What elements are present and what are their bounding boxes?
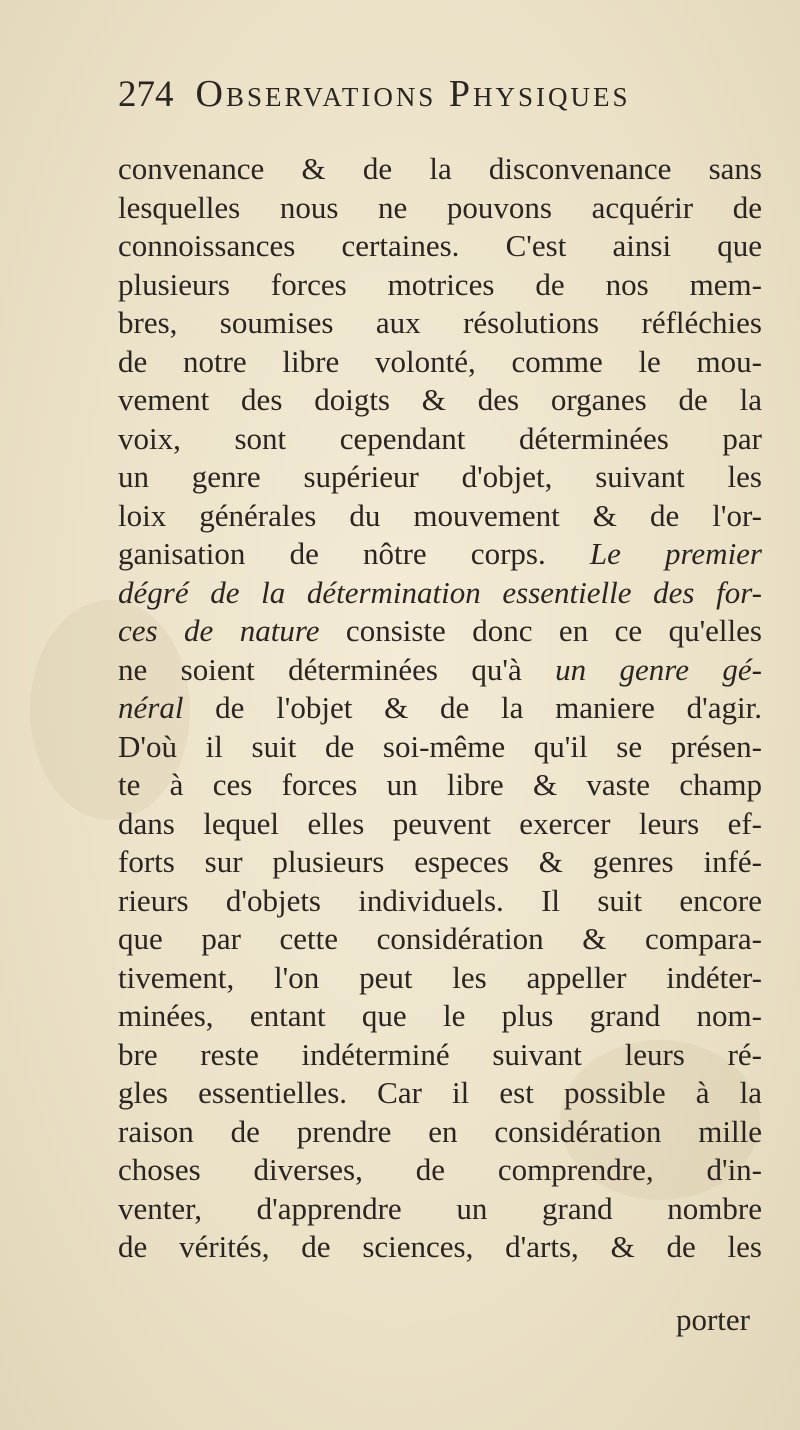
- text-line: [118, 574, 762, 613]
- text-segment: minées, entant que le plus grand nom-: [118, 998, 762, 1033]
- text-segment: vement des doigts & des organes de la: [118, 382, 762, 417]
- text-segment: de notre libre volonté, comme le mou-: [118, 343, 762, 379]
- text-line: [118, 381, 762, 420]
- text-segment: loix générales du mouvement & de l'or-: [118, 497, 762, 533]
- text-line: [118, 997, 762, 1036]
- text-line: [118, 843, 762, 882]
- text-line: [118, 805, 762, 844]
- text-segment: consiste donc en ce qu'elles: [319, 613, 762, 648]
- italic-text-segment: un genre gé-: [555, 651, 762, 687]
- text-segment: ganisation de nôtre corps.: [118, 536, 590, 571]
- running-head: [118, 72, 758, 132]
- text-segment: D'où il suit de soi-même qu'il se présen-: [118, 728, 762, 764]
- catchword: porter: [675, 1302, 750, 1337]
- text-segment: rieurs d'objets individuels. Il suit encore: [118, 882, 762, 918]
- text-segment: gles essentielles. Car il est possible à la: [118, 1075, 762, 1110]
- text-line: [118, 227, 762, 266]
- body-text: [118, 150, 762, 1267]
- text-line: [118, 1190, 762, 1229]
- running-title: Observations Physiques: [195, 73, 631, 115]
- text-segment: plusieurs forces motrices de nos mem-: [118, 266, 762, 302]
- text-line: [118, 266, 762, 305]
- text-line: [118, 1151, 762, 1190]
- text-segment: choses diverses, de comprendre, d'in-: [118, 1152, 762, 1187]
- text-line: [118, 189, 762, 228]
- text-line: [118, 458, 762, 497]
- italic-text-segment: néral: [118, 690, 184, 725]
- text-segment: convenance & de la disconvenance sans: [118, 151, 762, 186]
- text-line: [118, 651, 762, 690]
- text-segment: que par cette considération & compara-: [118, 921, 762, 956]
- text-segment: ne soient déterminées qu'à: [118, 651, 556, 687]
- italic-text-segment: Le premier: [589, 536, 762, 571]
- text-segment: de vérités, de sciences, d'arts, & de les: [118, 1229, 762, 1264]
- text-segment: connoissances certaines. C'est ainsi que: [118, 228, 762, 263]
- italic-text-segment: dégré de la détermination essentielle des for-: [118, 574, 762, 610]
- text-line: [118, 882, 762, 921]
- text-segment: tivement, l'on peut les appeller indéter-: [118, 959, 762, 995]
- text-line: [118, 1036, 762, 1075]
- text-segment: bre reste indéterminé suivant leurs ré-: [118, 1036, 762, 1072]
- text-line: [118, 920, 762, 959]
- page-number: 274: [118, 74, 174, 115]
- text-line: [118, 612, 762, 651]
- text-line: [118, 728, 762, 767]
- text-segment: de l'objet & de la maniere d'agir.: [183, 690, 762, 725]
- text-segment: bres, soumises aux résolutions réfléchies: [118, 305, 762, 340]
- text-line: [118, 1074, 762, 1113]
- text-line: [118, 420, 762, 459]
- text-line: [118, 497, 762, 536]
- text-line: [118, 1113, 762, 1152]
- text-segment: raison de prendre en considération mille: [118, 1113, 762, 1149]
- text-segment: te à ces forces un libre & vaste champ: [118, 767, 762, 802]
- text-segment: venter, d'apprendre un grand nombre: [118, 1190, 762, 1226]
- text-line: [118, 959, 762, 998]
- text-segment: voix, sont cependant déterminées par: [118, 420, 762, 456]
- text-line: [118, 766, 762, 805]
- text-line: [118, 343, 762, 382]
- text-segment: dans lequel elles peuvent exercer leurs ef-: [118, 805, 762, 841]
- text-segment: un genre supérieur d'objet, suivant les: [118, 459, 762, 494]
- text-line: [118, 150, 762, 189]
- italic-text-segment: ces de nature: [118, 613, 320, 648]
- text-segment: lesquelles nous ne pouvons acquérir de: [118, 189, 762, 225]
- text-line: [118, 535, 762, 574]
- text-line: [118, 689, 762, 728]
- text-line: [118, 304, 762, 343]
- text-segment: forts sur plusieurs especes & genres infé-: [118, 844, 762, 879]
- text-line: [118, 1228, 762, 1267]
